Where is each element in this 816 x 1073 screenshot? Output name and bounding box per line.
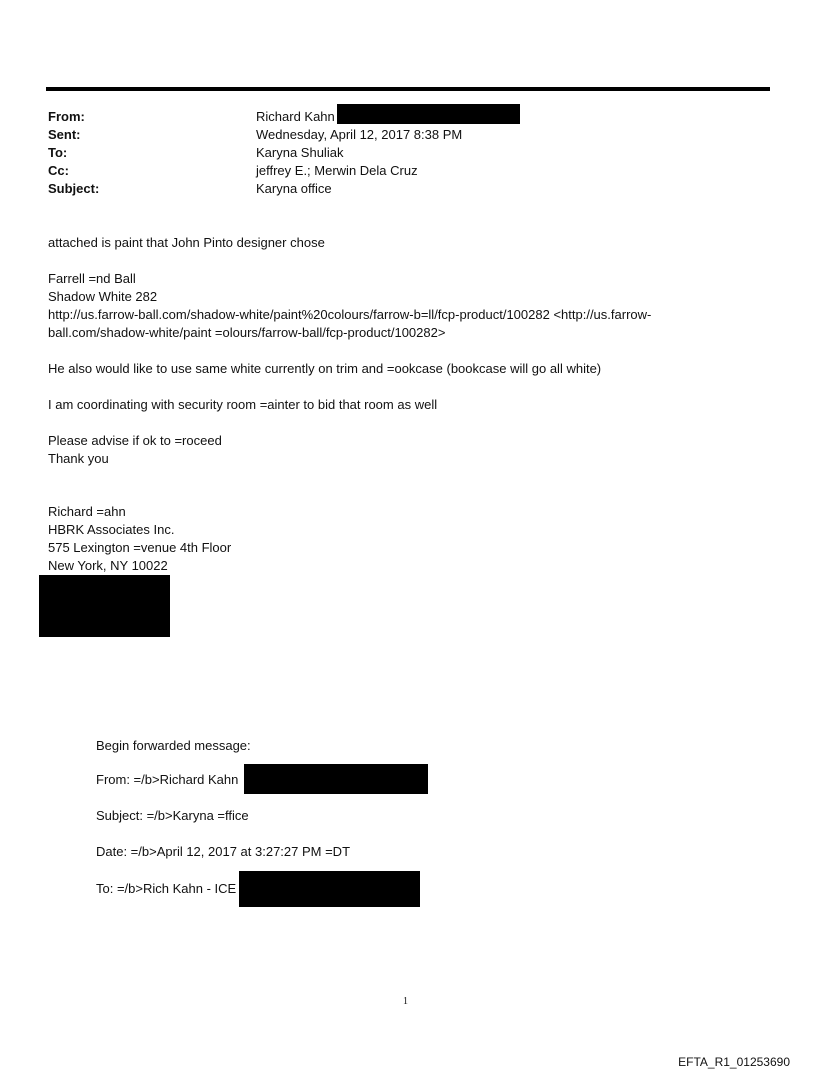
- signature-name: Richard =ahn: [48, 504, 126, 519]
- sent-label: Sent:: [48, 127, 81, 142]
- subject-value: Karyna office: [256, 181, 332, 196]
- redaction-from-email: [337, 104, 520, 124]
- body-line-5: ball.com/shadow-white/paint =olours/farrow-ball/fcp-product/100282>: [48, 325, 446, 340]
- forwarded-date: Date: =/b>April 12, 2017 at 3:27:27 PM =DT: [96, 844, 351, 859]
- body-line-6: He also would like to use same white currently on trim and =ookcase (bookcase will go all white): [48, 361, 602, 376]
- forwarded-from: From: =/b>Richard Kahn: [96, 772, 239, 787]
- redaction-forwarded-to: [239, 871, 420, 907]
- from-label: From:: [48, 109, 85, 124]
- forwarded-subject: Subject: =/b>Karyna =ffice: [96, 808, 249, 823]
- forwarded-to: To: =/b>Rich Kahn - ICE: [96, 881, 237, 896]
- cc-value: jeffrey E.; Merwin Dela Cruz: [256, 163, 418, 178]
- forwarded-intro: Begin forwarded message:: [96, 738, 251, 753]
- subject-label: Subject:: [48, 181, 100, 196]
- signature-company: HBRK Associates Inc.: [48, 522, 175, 537]
- redaction-forwarded-from: [244, 764, 428, 794]
- redaction-signature-contact: [39, 575, 170, 637]
- sent-value: Wednesday, April 12, 2017 8:38 PM: [256, 127, 463, 142]
- bates-number: EFTA_R1_01253690: [678, 1055, 790, 1069]
- from-value: Richard Kahn: [256, 109, 335, 124]
- signature-address-1: 575 Lexington =venue 4th Floor: [48, 540, 232, 555]
- header-rule: [46, 87, 770, 91]
- body-line-8: Please advise if ok to =roceed: [48, 433, 222, 448]
- to-value: Karyna Shuliak: [256, 145, 344, 160]
- to-label: To:: [48, 145, 68, 160]
- cc-label: Cc:: [48, 163, 69, 178]
- body-line-9: Thank you: [48, 451, 109, 466]
- body-line-4: http://us.farrow-ball.com/shadow-white/paint%20colours/farrow-b=ll/fcp-product/100282 <http://us.farrow-: [48, 307, 652, 322]
- body-line-2: Farrell =nd Ball: [48, 271, 136, 286]
- page-number: 1: [403, 996, 408, 1007]
- body-line-1: attached is paint that John Pinto designer chose: [48, 235, 325, 250]
- body-line-3: Shadow White 282: [48, 289, 158, 304]
- body-line-7: I am coordinating with security room =ainter to bid that room as well: [48, 397, 438, 412]
- signature-address-2: New York, NY 10022: [48, 558, 168, 573]
